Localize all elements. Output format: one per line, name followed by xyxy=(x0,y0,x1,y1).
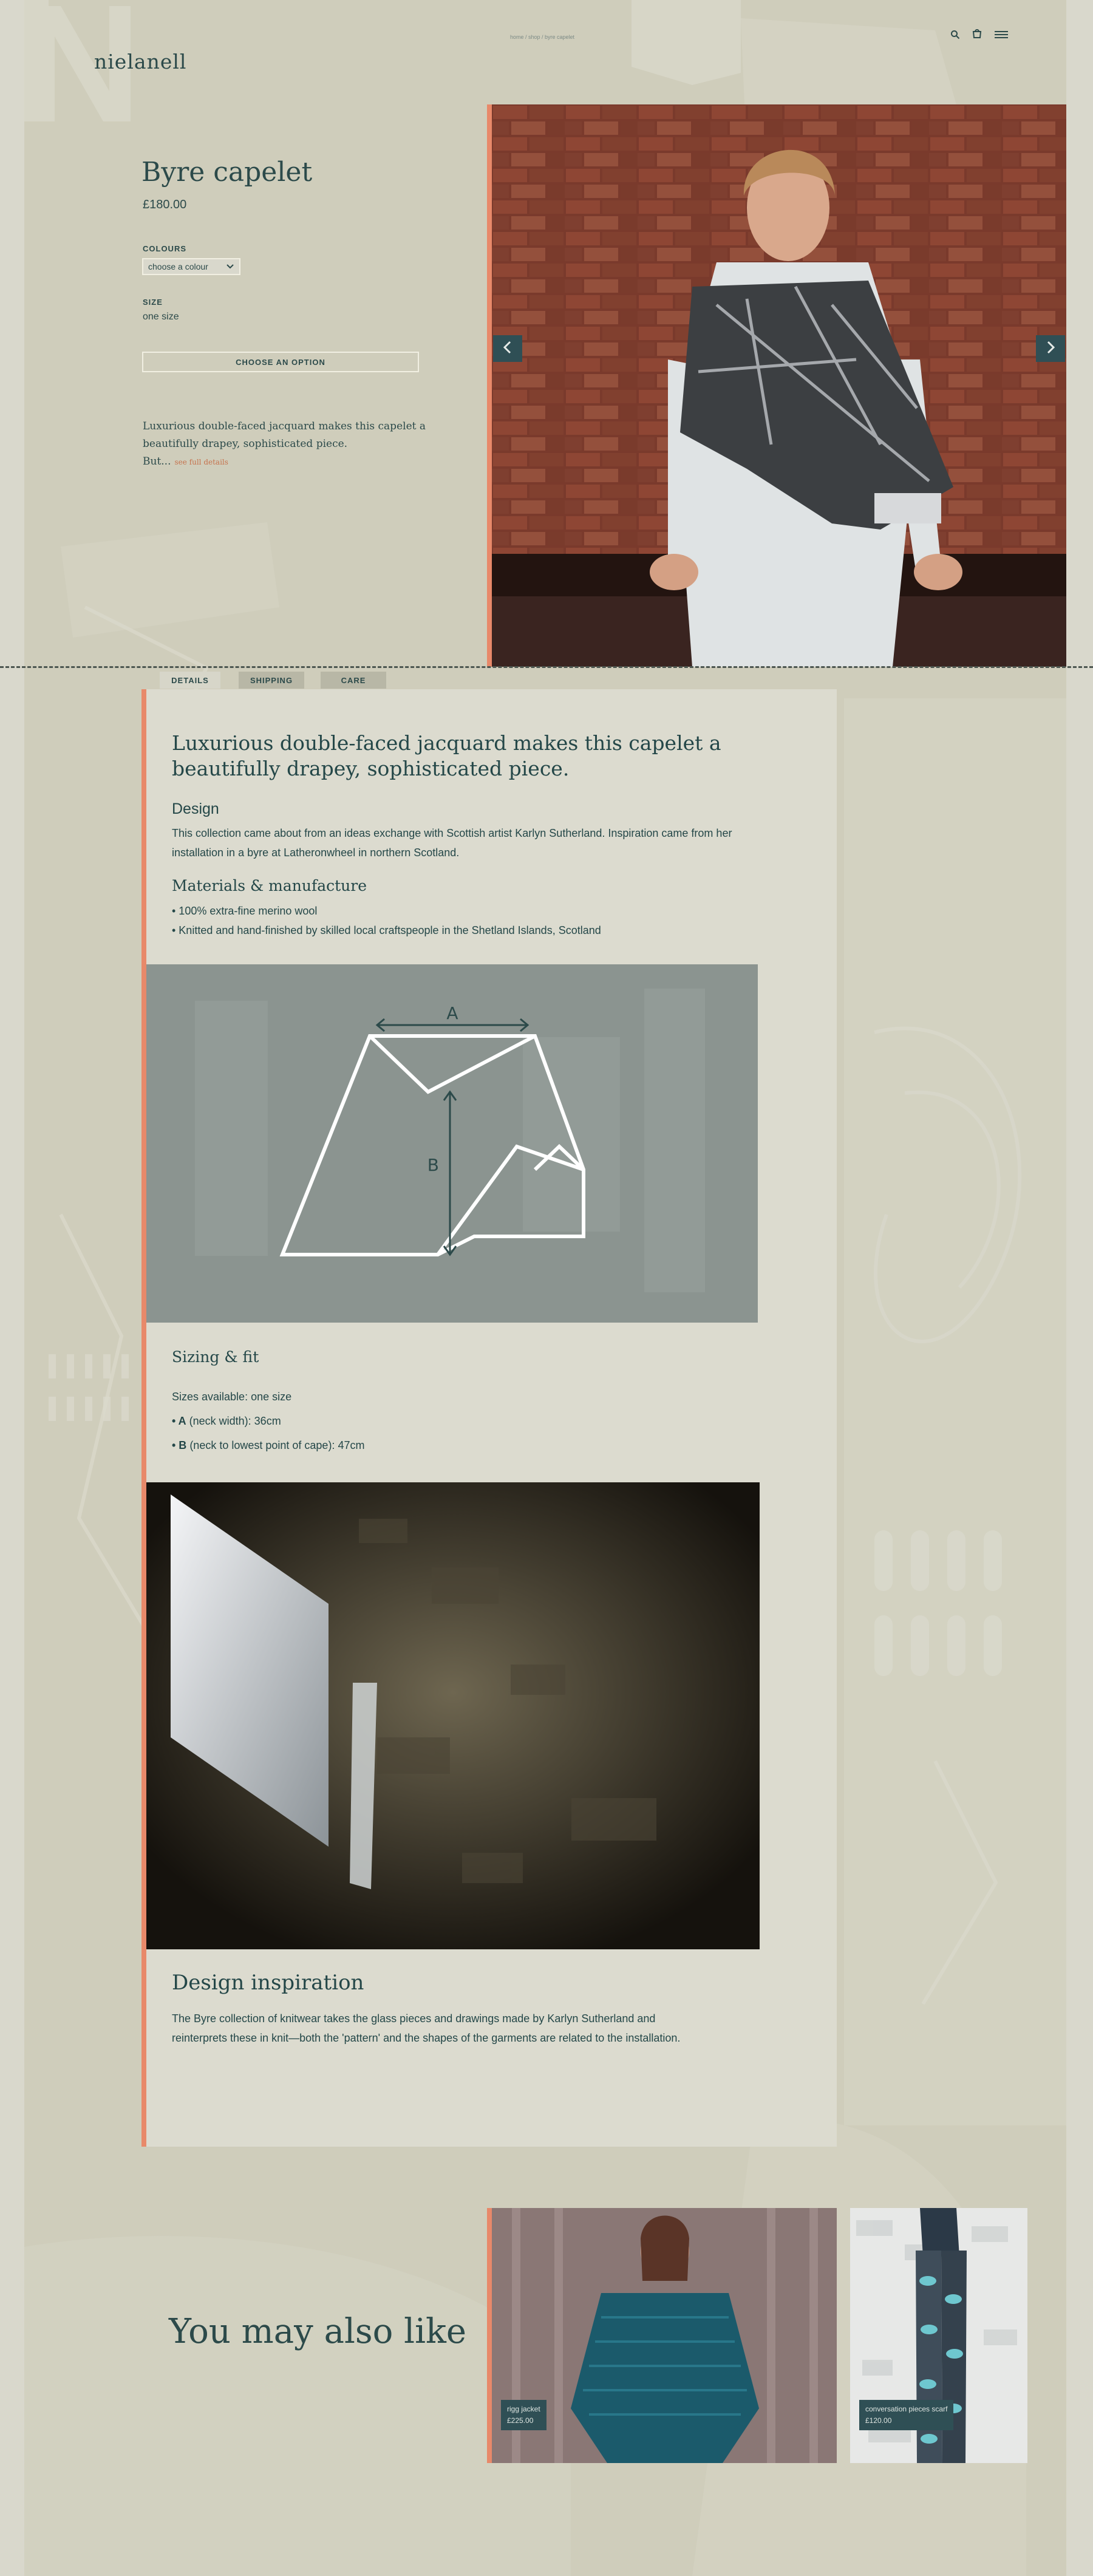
installation-photo xyxy=(146,1482,760,1949)
size-a-text: (neck width): 36cm xyxy=(186,1415,281,1427)
card-label xyxy=(501,2400,546,2430)
details-headline: Luxurious double-faced jacquard makes this capelet a beautifully drapey, sophisticated piece. xyxy=(172,731,721,780)
card-accent-bar xyxy=(487,2208,492,2463)
materials-heading: Materials & manufacture xyxy=(172,877,367,894)
site-logo[interactable]: nielanell xyxy=(94,50,187,73)
short-description-more: But... xyxy=(143,455,171,468)
size-b-key: • B xyxy=(172,1439,187,1451)
details-accent-bar xyxy=(141,689,146,2147)
size-b-text: (neck to lowest point of cape): 47cm xyxy=(186,1439,365,1451)
see-full-details-link[interactable]: see full details xyxy=(174,458,228,466)
colour-select[interactable] xyxy=(142,258,240,275)
sizing-heading: Sizing & fit xyxy=(172,1348,259,1366)
diagram-label-a: A xyxy=(446,1003,458,1023)
materials-list xyxy=(172,901,779,940)
design-heading: Design xyxy=(172,800,219,817)
product-price: £180.00 xyxy=(143,198,187,211)
breadcrumb[interactable]: home / shop / byre capelet xyxy=(510,34,575,40)
also-like-title: You may also like xyxy=(169,2312,467,2351)
size-a-key: • A xyxy=(172,1415,186,1427)
inspiration-body: The Byre collection of knitwear takes the glass pieces and drawings made by Karlyn Sutherland and reinterprets these in knit—both the 'pattern' and the shapes of the garments are related to the installation. xyxy=(172,2012,681,2044)
short-description xyxy=(143,418,428,471)
size-b-row xyxy=(172,1433,718,1457)
product-card-rigg-jacket[interactable] xyxy=(492,2208,837,2463)
card-label xyxy=(859,2400,953,2430)
installation-photo-graphic xyxy=(146,1482,760,1949)
sizes-available: Sizes available: one size xyxy=(172,1391,292,1403)
sizing-diagram-graphic xyxy=(146,964,758,1323)
card-name: conversation pieces scarf xyxy=(865,2405,948,2413)
product-card-conversation-scarf[interactable] xyxy=(850,2208,1027,2463)
size-a-row xyxy=(172,1409,718,1433)
chevron-down-icon xyxy=(226,262,234,273)
list-item: • 100% extra-fine merino wool xyxy=(172,905,318,917)
bag-icon[interactable] xyxy=(969,26,985,41)
chevron-left-icon xyxy=(503,341,512,356)
diagram-label-b: B xyxy=(427,1155,439,1175)
card-name: rigg jacket xyxy=(507,2405,540,2413)
tab-shipping[interactable]: SHIPPING xyxy=(239,672,304,689)
colours-label: COLOURS xyxy=(143,244,186,253)
search-icon[interactable] xyxy=(947,27,963,43)
card-price: £120.00 xyxy=(865,2416,892,2425)
list-item: • Knitted and hand-finished by skilled local craftspeople in the Shetland Islands, Scotland xyxy=(172,924,601,936)
product-hero-image xyxy=(492,104,1066,667)
choose-option-button[interactable]: CHOOSE AN OPTION xyxy=(142,352,419,372)
tab-details[interactable]: DETAILS xyxy=(160,672,220,689)
product-title: Byre capelet xyxy=(141,157,313,188)
carousel-prev-button[interactable] xyxy=(493,335,522,362)
tab-care[interactable]: CARE xyxy=(321,672,386,689)
carousel-next-button[interactable] xyxy=(1036,335,1065,362)
hero-photo xyxy=(492,104,1066,667)
hero-accent-bar xyxy=(487,104,492,667)
colour-select-value: choose a colour xyxy=(148,262,208,271)
card-price: £225.00 xyxy=(507,2416,534,2425)
design-body: This collection came about from an ideas exchange with Scottish artist Karlyn Sutherland. Inspiration came from her installation in a byre at Latheronwheel in northern Scotland. xyxy=(172,827,732,859)
short-description-text: Luxurious double-faced jacquard makes this capelet a beautifully drapey, sophisticated piece. xyxy=(143,420,426,450)
chevron-right-icon xyxy=(1046,341,1055,356)
size-label: SIZE xyxy=(143,298,163,307)
size-value: one size xyxy=(143,312,179,322)
inspiration-heading: Design inspiration xyxy=(172,1971,364,1995)
section-divider xyxy=(0,666,1093,668)
sizing-details xyxy=(172,1385,718,1457)
menu-icon[interactable] xyxy=(993,27,1009,43)
sizing-diagram xyxy=(146,964,758,1323)
